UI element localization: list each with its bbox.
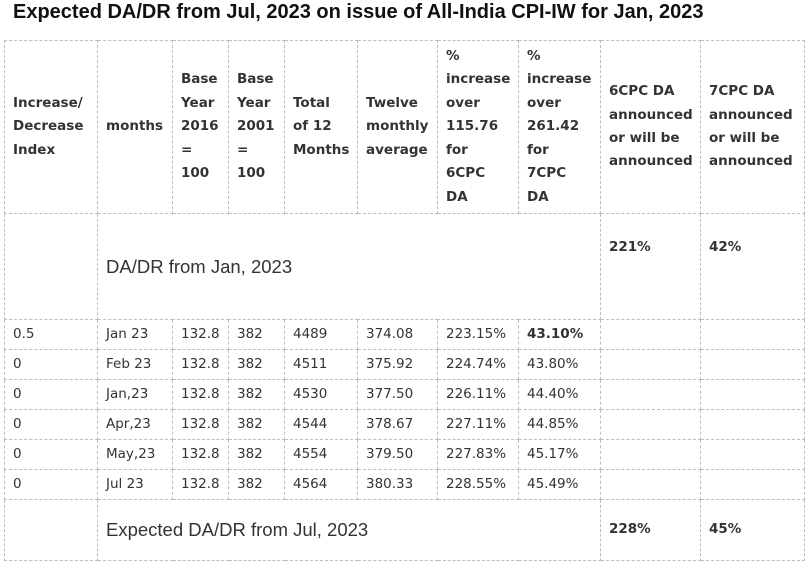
header-row [5,41,805,214]
cell-base-2001: 382 [229,470,285,500]
cell-base-2016: 132.8 [173,320,229,350]
cell-average: 378.67 [358,410,438,440]
cell-base-2016: 132.8 [173,350,229,380]
cell-pct-7cpc: 43.10% [519,320,601,350]
table-row [5,470,805,500]
cell-6cpc-da [601,440,701,470]
cell-total: 4544 [285,410,358,440]
da-table [4,40,805,561]
cell-index: 0 [5,470,98,500]
section-row-current [5,214,805,320]
cell-6cpc-da [601,410,701,440]
cell-6cpc-da [601,380,701,410]
expected-7cpc-da: 45% [701,500,805,561]
cell-7cpc-da [701,470,805,500]
cell-total: 4530 [285,380,358,410]
cell-average: 374.08 [358,320,438,350]
cell-total: 4554 [285,440,358,470]
section-spacer [5,214,98,320]
section-label-current: DA/DR from Jan, 2023 [98,214,601,320]
cell-base-2016: 132.8 [173,470,229,500]
header-6cpc-da: 6CPC DA announced or will be announced [601,41,701,214]
cell-pct-6cpc: 224.74% [438,350,519,380]
table-row [5,320,805,350]
cell-pct-6cpc: 226.11% [438,380,519,410]
cell-index: 0 [5,380,98,410]
cell-total: 4564 [285,470,358,500]
cell-month: Jul 23 [98,470,173,500]
cell-total: 4511 [285,350,358,380]
header-pct-7cpc: % increase over 261.42 for 7CPC DA [519,41,601,214]
cell-pct-6cpc: 227.11% [438,410,519,440]
cell-index: 0 [5,350,98,380]
cell-7cpc-da [701,440,805,470]
cell-base-2001: 382 [229,410,285,440]
cell-base-2001: 382 [229,350,285,380]
cell-base-2016: 132.8 [173,380,229,410]
expected-6cpc-da: 228% [601,500,701,561]
cell-index: 0.5 [5,320,98,350]
current-7cpc-da: 42% [701,214,805,320]
section-spacer [5,500,98,561]
cell-month: May,23 [98,440,173,470]
header-index: Increase/ Decrease Index [5,41,98,214]
cell-total: 4489 [285,320,358,350]
cell-7cpc-da [701,350,805,380]
cell-month: Jan,23 [98,380,173,410]
cell-base-2001: 382 [229,380,285,410]
header-pct-6cpc: % increase over 115.76 for 6CPC DA [438,41,519,214]
cell-index: 0 [5,410,98,440]
page-title: Expected DA/DR from Jul, 2023 on issue of All-India CPI-IW for Jan, 2023 [13,1,704,23]
cell-7cpc-da [701,410,805,440]
cell-average: 377.50 [358,380,438,410]
cell-6cpc-da [601,350,701,380]
cell-pct-7cpc: 44.85% [519,410,601,440]
cell-pct-7cpc: 45.17% [519,440,601,470]
cell-month: Feb 23 [98,350,173,380]
cell-month: Apr,23 [98,410,173,440]
cell-pct-7cpc: 43.80% [519,350,601,380]
cell-average: 379.50 [358,440,438,470]
cell-pct-6cpc: 227.83% [438,440,519,470]
cell-7cpc-da [701,320,805,350]
header-base-2016: Base Year 2016 = 100 [173,41,229,214]
section-row-expected [5,500,805,561]
table-row [5,350,805,380]
header-base-2001: Base Year 2001 = 100 [229,41,285,214]
cell-pct-7cpc: 45.49% [519,470,601,500]
current-6cpc-da: 221% [601,214,701,320]
cell-base-2016: 132.8 [173,410,229,440]
table-row [5,440,805,470]
header-7cpc-da: 7CPC DA announced or will be announced [701,41,805,214]
cell-base-2001: 382 [229,440,285,470]
cell-index: 0 [5,440,98,470]
cell-pct-6cpc: 228.55% [438,470,519,500]
header-months: months [98,41,173,214]
cell-6cpc-da [601,320,701,350]
table-row [5,380,805,410]
header-twelve-month-average: Twelve monthly average [358,41,438,214]
cell-average: 380.33 [358,470,438,500]
cell-7cpc-da [701,380,805,410]
header-total: Total of 12 Months [285,41,358,214]
cell-pct-7cpc: 44.40% [519,380,601,410]
cell-6cpc-da [601,470,701,500]
cell-base-2016: 132.8 [173,440,229,470]
cell-pct-6cpc: 223.15% [438,320,519,350]
section-label-expected: Expected DA/DR from Jul, 2023 [98,500,601,561]
cell-base-2001: 382 [229,320,285,350]
table-row [5,410,805,440]
cell-month: Jan 23 [98,320,173,350]
cell-average: 375.92 [358,350,438,380]
